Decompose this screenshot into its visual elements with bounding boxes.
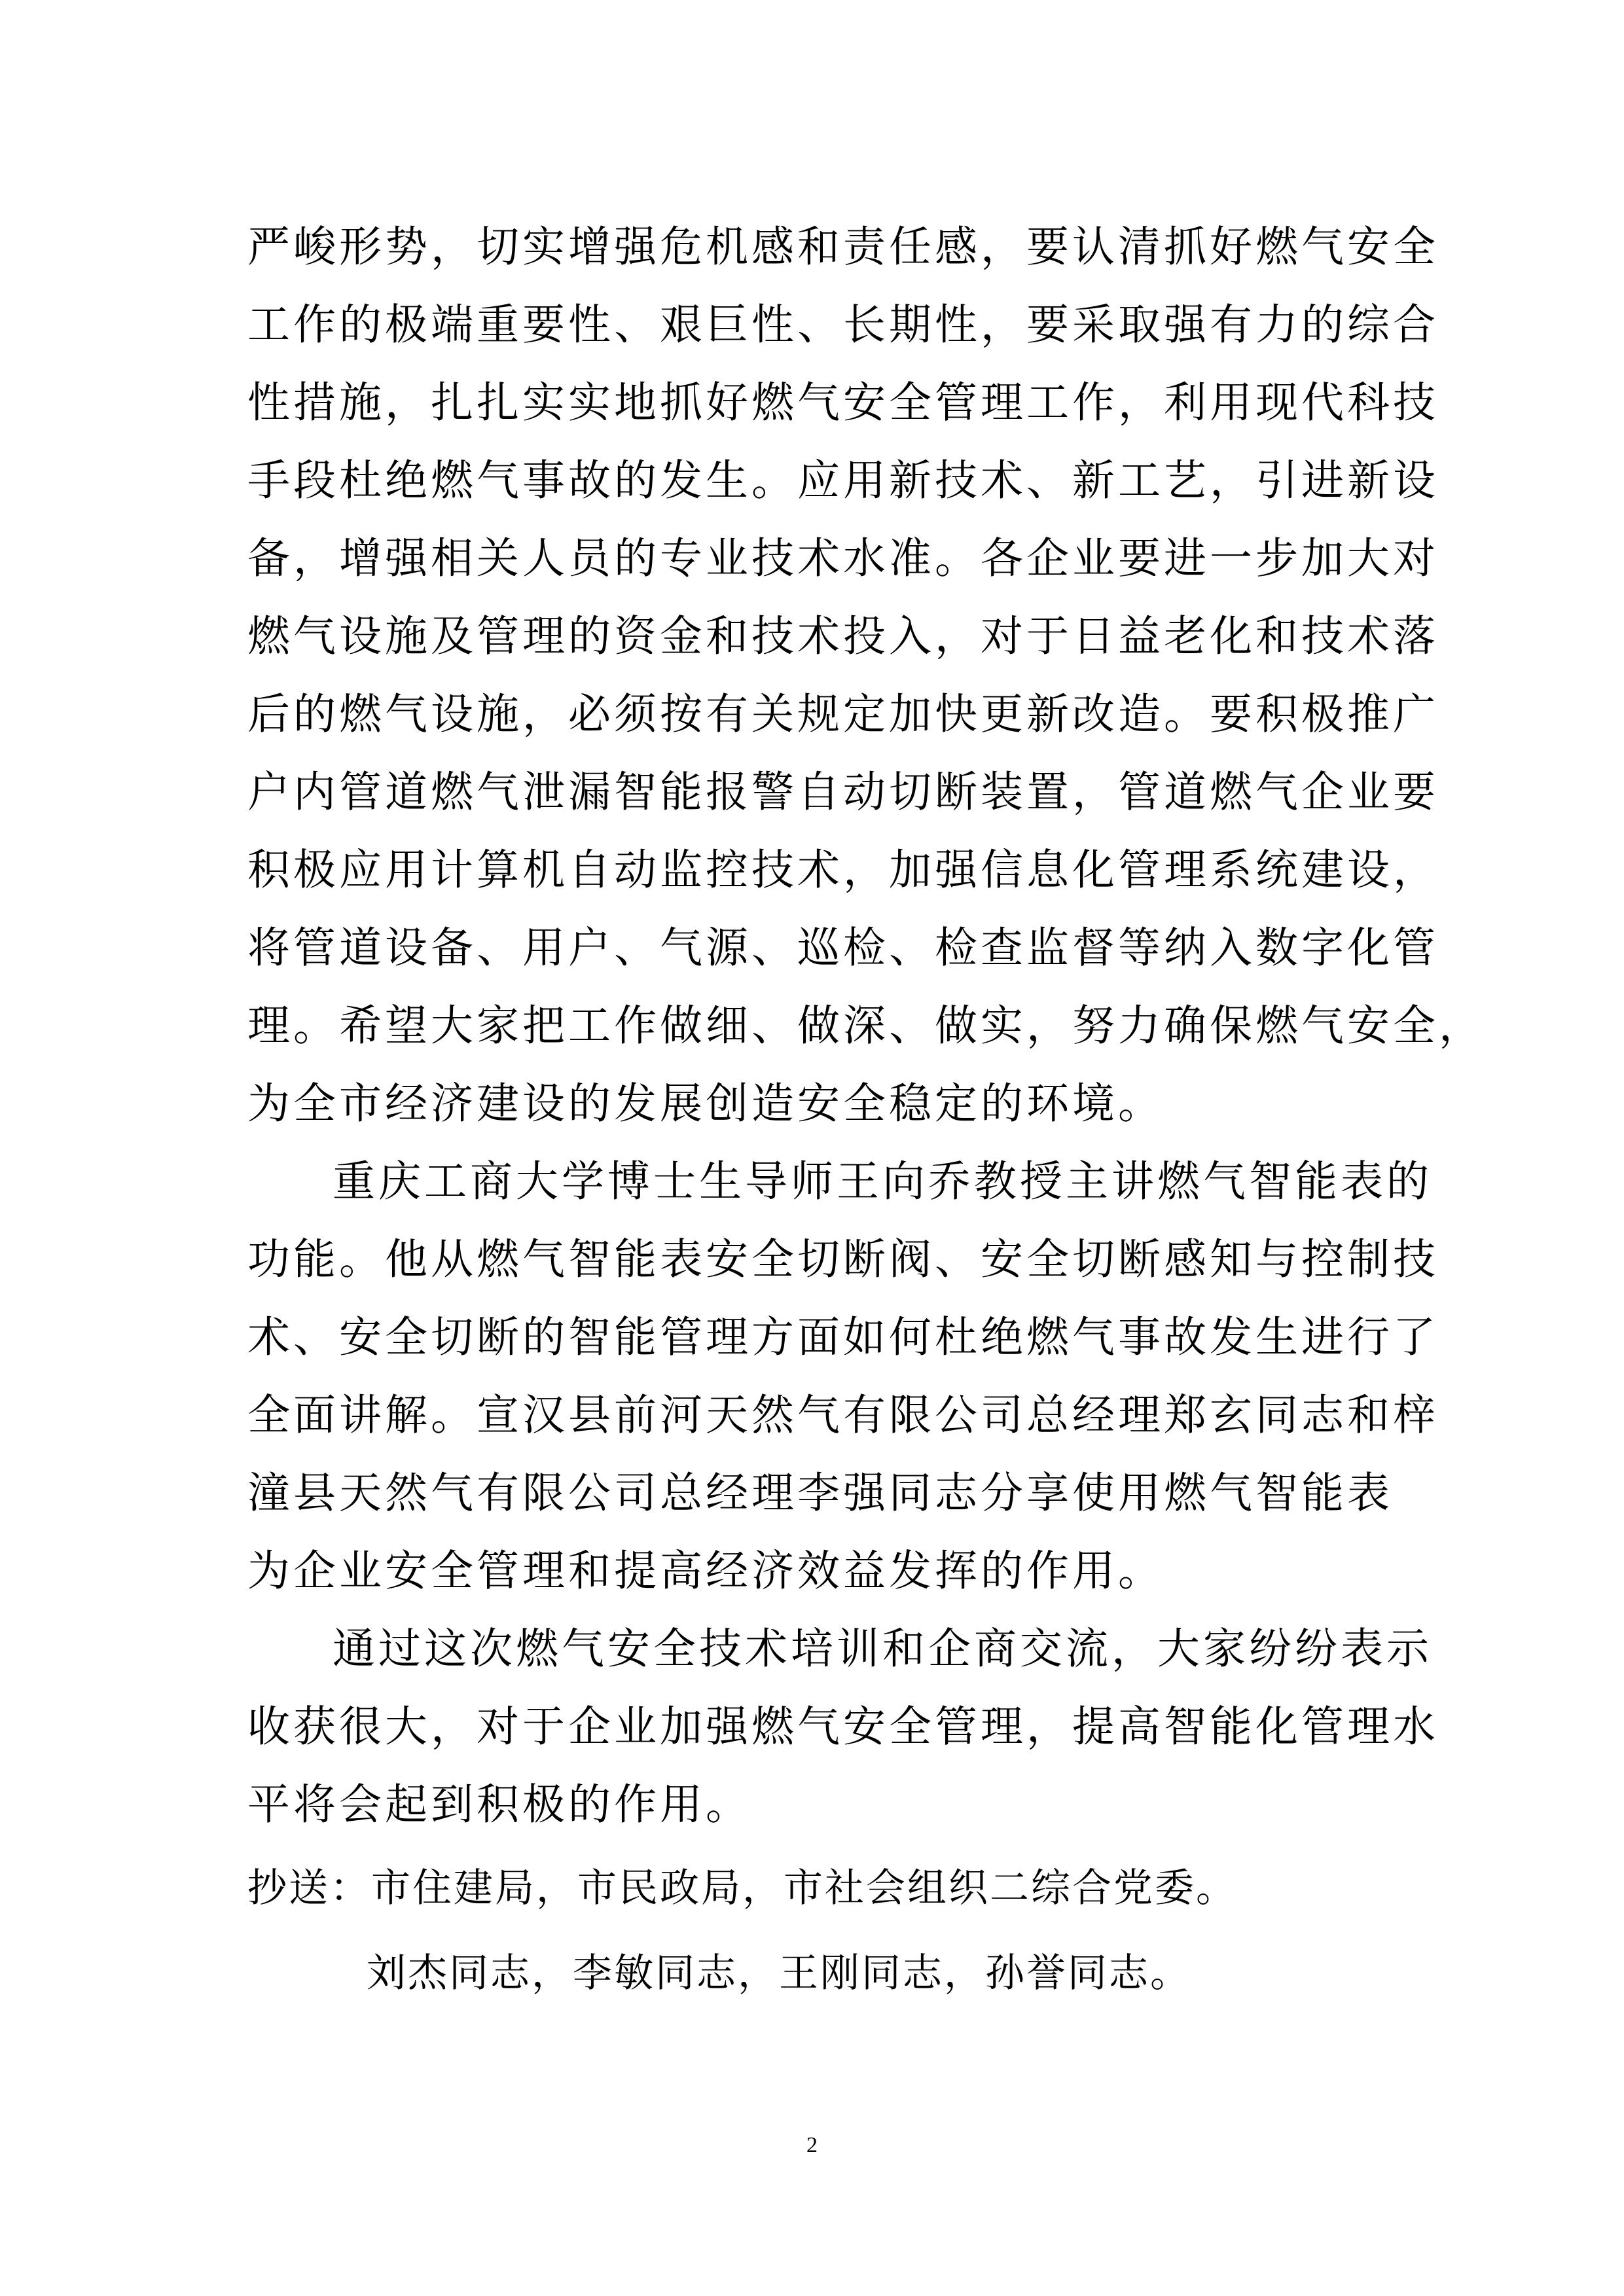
paragraph-1-line: 手段杜绝燃气事故的发生。应用新技术、新工艺，引进新设	[247, 456, 1439, 505]
paragraph-2-line: 为企业安全管理和提高经济效益发挥的作用。	[247, 1547, 1164, 1596]
paragraph-1-line: 理。希望大家把工作做细、做深、做实，努力确保燃气安全，	[247, 1001, 1485, 1050]
cc-section	[247, 1846, 1386, 2016]
paragraph-1-line: 将管道设备、用户、气源、巡检、检查监督等纳入数字化管	[247, 924, 1439, 973]
paragraph-3-line: 平将会起到积极的作用。	[247, 1780, 752, 1829]
paragraph-1-line: 燃气设施及管理的资金和技术投入，对于日益老化和技术落	[247, 612, 1439, 661]
paragraph-1-line: 严峻形势，切实增强危机感和责任感，要认清抓好燃气安全	[247, 223, 1439, 272]
cc-persons-line: 刘杰同志，李敏同志，王刚同志，孙誉同志。	[367, 1950, 1191, 1996]
paragraph-2-line: 全面讲解。宣汉县前河天然气有限公司总经理郑玄同志和梓	[247, 1391, 1439, 1440]
paragraph-2-line: 功能。他从燃气智能表安全切断阀、安全切断感知与控制技	[247, 1235, 1439, 1284]
paragraph-1-line: 备，增强相关人员的专业技术水准。各企业要进一步加大对	[247, 534, 1439, 583]
paragraph-1-line: 为全市经济建设的发展创造安全稳定的环境。	[247, 1079, 1164, 1128]
paragraph-1-line: 户内管道燃气泄漏智能报警自动切断装置，管道燃气企业要	[247, 768, 1439, 817]
paragraph-3-line: 收获很大，对于企业加强燃气安全管理，提高智能化管理水	[247, 1702, 1439, 1751]
paragraph-3-line: 通过这次燃气安全技术培训和企商交流，大家纷纷表示	[333, 1624, 1433, 1674]
paragraph-1-line: 后的燃气设施，必须按有关规定加快更新改造。要积极推广	[247, 690, 1439, 739]
paragraph-1-line: 工作的极端重要性、艰巨性、长期性，要采取强有力的综合	[247, 300, 1439, 350]
paragraph-1-line: 性措施，扎扎实实地抓好燃气安全管理工作，利用现代科技	[247, 378, 1439, 427]
body-text	[247, 208, 1485, 1844]
paragraph-2-line: 重庆工商大学博士生导师王向乔教授主讲燃气智能表的	[333, 1157, 1433, 1206]
paragraph-2-line: 潼县天然气有限公司总经理李强同志分享使用燃气智能表	[247, 1469, 1394, 1518]
paragraph-1-line: 积极应用计算机自动监控技术，加强信息化管理系统建设，	[247, 846, 1439, 895]
paragraph-2-line: 术、安全切断的智能管理方面如何杜绝燃气事故发生进行了	[247, 1313, 1439, 1362]
cc-recipients-line: 抄送：市住建局，市民政局，市社会组织二综合党委。	[247, 1865, 1237, 1911]
page-number: 2	[806, 2133, 818, 2157]
